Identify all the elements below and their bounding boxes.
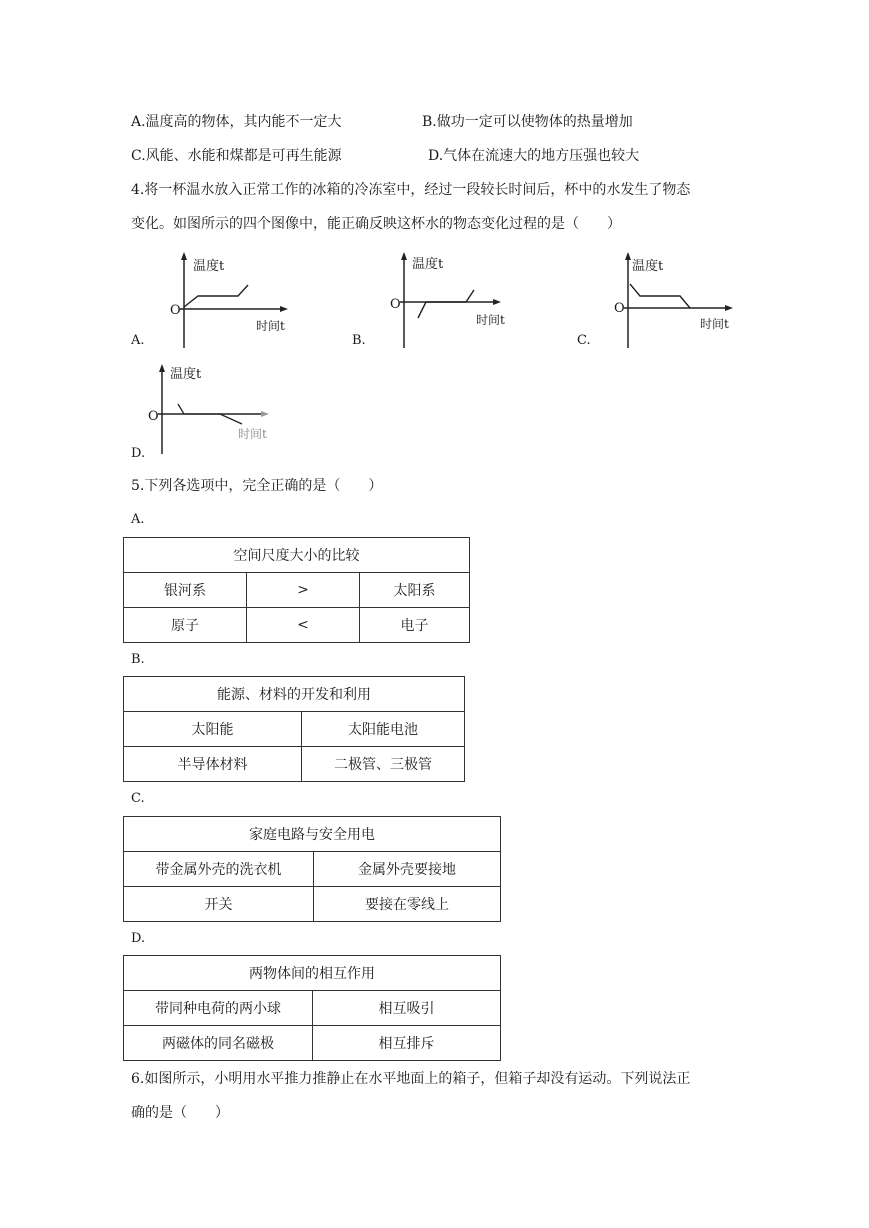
q5-table-b: [123, 676, 465, 782]
q5-table-a: [123, 537, 470, 643]
table-cell: 二极管、三极管: [302, 747, 465, 782]
table-cell: 半导体材料: [124, 747, 302, 782]
graph-a-origin: O: [170, 303, 181, 318]
graph-c-y-arrow: [625, 252, 631, 260]
q3-option-c: C.风能、水能和煤都是可再生能源: [131, 148, 342, 164]
table-row: [124, 1026, 501, 1061]
graph-d-xlabel: 时间t: [238, 427, 267, 441]
graph-c-ylabel: 温度t: [632, 259, 664, 274]
graph-a-svg: [160, 252, 310, 352]
table-cell: 带同种电荷的两小球: [124, 991, 313, 1026]
q5-table-d: [123, 955, 501, 1061]
graph-d-y-arrow: [159, 364, 165, 372]
table-cell: 太阳系: [360, 573, 470, 608]
graph-b-xlabel: 时间t: [476, 313, 505, 327]
graph-a-curve: [184, 285, 248, 307]
q5-table-c: [123, 816, 501, 922]
table-header: 家庭电路与安全用电: [124, 817, 501, 852]
graph-d-x-arrow: [261, 411, 269, 417]
table-cell: 开关: [124, 887, 314, 922]
table-cell: 银河系: [124, 573, 247, 608]
table-row: [124, 956, 501, 991]
graph-a-ylabel: 温度t: [193, 259, 225, 274]
table-cell: 原子: [124, 608, 247, 643]
table-row: [124, 538, 470, 573]
graph-a-xlabel: 时间t: [256, 319, 285, 333]
table-row: [124, 991, 501, 1026]
graph-a-y-arrow: [181, 252, 187, 260]
graph-b-y-arrow: [401, 252, 407, 260]
graph-b-ylabel: 温度t: [412, 257, 444, 272]
q3-option-d: D.气体在流速大的地方压强也较大: [428, 148, 640, 164]
graph-c: [604, 252, 754, 352]
table-row: [124, 677, 465, 712]
graph-b-x-arrow: [493, 299, 501, 305]
graph-a: [160, 252, 310, 352]
table-cell: 电子: [360, 608, 470, 643]
graph-d-option: D.: [131, 446, 146, 461]
table-row: [124, 852, 501, 887]
graph-a-x-arrow: [280, 306, 288, 312]
table-cell: 金属外壳要接地: [314, 852, 501, 887]
graph-b-option: B.: [352, 333, 366, 348]
graph-d: [148, 362, 283, 458]
q5-option-d-label: D.: [131, 931, 146, 946]
table-cell: 要接在零线上: [314, 887, 501, 922]
q4-text-line1: 4.将一杯温水放入正常工作的冰箱的冷冻室中，经过一段较长时间后，杯中的水发生了物态: [131, 182, 691, 198]
q5-option-a-label: A.: [131, 512, 145, 527]
table-row: [124, 573, 470, 608]
graph-b-svg: [380, 252, 530, 352]
graph-c-option: C.: [577, 333, 591, 348]
graph-c-svg: [604, 252, 754, 352]
graph-a-option: A.: [131, 333, 145, 348]
table-row: [124, 747, 465, 782]
graph-c-curve: [630, 284, 690, 308]
graph-b: [380, 252, 530, 352]
graph-d-svg: [148, 362, 283, 458]
graph-c-origin: O: [614, 301, 625, 316]
graph-d-origin: O: [148, 409, 159, 424]
table-cell: 两磁体的同名磁极: [124, 1026, 313, 1061]
graph-b-curve-rise: [418, 302, 426, 318]
table-row: [124, 712, 465, 747]
q5-option-c-label: C.: [131, 791, 145, 806]
graph-b-curve-rise2: [466, 290, 474, 302]
graph-c-xlabel: 时间t: [700, 317, 729, 331]
table-row: [124, 817, 501, 852]
table-header: 能源、材料的开发和利用: [124, 677, 465, 712]
q6-text-line1: 6.如图所示，小明用水平推力推静止在水平地面上的箱子，但箱子却没有运动。下列说法正: [131, 1071, 691, 1087]
table-cell: <: [247, 608, 360, 643]
q5-option-b-label: B.: [131, 652, 145, 667]
table-cell: 相互吸引: [313, 991, 501, 1026]
table-cell: >: [247, 573, 360, 608]
graph-d-ylabel: 温度t: [170, 367, 202, 382]
table-cell: 带金属外壳的洗衣机: [124, 852, 314, 887]
table-header: 两物体间的相互作用: [124, 956, 501, 991]
q3-option-a: A.温度高的物体，其内能不一定大: [131, 114, 342, 130]
q3-option-b: B.做功一定可以使物体的热量增加: [422, 114, 633, 130]
q4-text-line2: 变化。如图所示的四个图像中，能正确反映这杯水的物态变化过程的是（ ）: [131, 216, 621, 232]
graph-b-origin: O: [390, 297, 401, 312]
graph-c-x-arrow: [725, 305, 733, 311]
table-cell: 太阳能电池: [302, 712, 465, 747]
table-cell: 太阳能: [124, 712, 302, 747]
table-header: 空间尺度大小的比较: [124, 538, 470, 573]
q5-question: 5.下列各选项中，完全正确的是（ ）: [131, 478, 383, 494]
table-cell: 相互排斥: [313, 1026, 501, 1061]
q6-text-line2: 确的是（ ）: [131, 1105, 229, 1121]
table-row: [124, 887, 501, 922]
table-row: [124, 608, 470, 643]
